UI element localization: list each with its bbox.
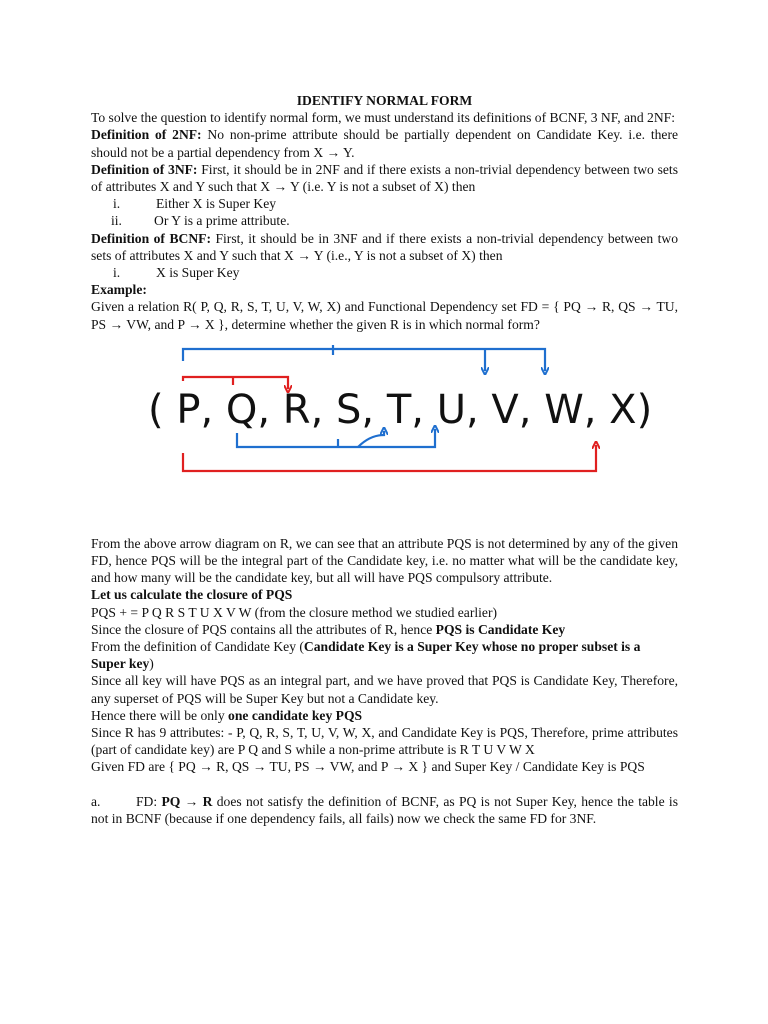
list-number: i. [113,265,121,281]
ck-post: ) [149,656,154,672]
ck-pre: From the definition of Candidate Key ( [91,639,304,655]
definition-3nf-text: First, it should be in 2NF and if there exists a non-trivial dependency between two sets of attributes X and Y such that X → Y (i.e. Y is not a subset of X) then [91,161,678,195]
only-one-bold: one candidate key PQS [228,707,363,723]
item-a-post: does not satisfy the definition of BCNF, as PQ is not Super Key, hence the table is not in BCNF (because if one dependency fails, all fails) now we check the same FD for 3NF. [91,793,679,826]
item-a-bold: PQ → R [161,793,213,809]
list-number: i. [113,196,121,212]
list-item [91,264,678,281]
example-heading: Example: [91,282,147,298]
fd-p-x-arrow [183,445,596,471]
only-one-pre: Hence there will be only [91,707,229,723]
superset-paragraph: Since all key will have PQS as an integral part, and we have proved that PQS is Candidate Key, Therefore, any superset of PQS will be Super Key but not a Candidate key. [91,673,678,706]
document-page [91,92,678,827]
definition-2nf-text: No non-prime attribute should be partially dependent on Candidate Key. i.e. there should not be a partial dependency from X → Y. [91,127,679,160]
attributes-paragraph: Since R has 9 attributes: - P, Q, R, S, T, U, V, W, X, and Candidate Key is PQS, Therefore, prime attributes (part of candidate key) are P Q and S while a non-prime attribute is R T U V W X [91,725,678,758]
list-text: X is Super Key [156,265,240,281]
fd-ps-vw-arrow [183,345,545,371]
closure-line: PQS + = P Q R S T U X V W (from the closure method we studied earlier) [91,604,497,620]
definition-3nf [91,161,678,195]
list-text: Or Y is a prime attribute. [154,213,290,229]
page-title: IDENTIFY NORMAL FORM [296,93,473,108]
candidate-key-definition [91,638,678,672]
intro-paragraph: To solve the question to identify normal form, we must understand its definitions of BCNF, 3 NF, and 2NF: [91,110,675,126]
list-text: Either X is Super Key [156,196,277,212]
definition-bcnf-label: Definition of BCNF: [91,230,211,246]
list-item [91,212,678,229]
item-a-pre: FD: [136,793,162,809]
dependency-diagram [91,341,678,529]
item-a-paragraph [91,793,678,827]
example-text: Given a relation R( P, Q, R, S, T, U, V, W, X) and Functional Dependency set FD = { PQ → R, QS → TU, PS → VW, and P → X }, determine whether the given R is in which normal form? [91,299,678,332]
list-number: ii. [111,213,122,229]
definition-bcnf [91,230,678,264]
definition-2nf-label: Definition of 2NF: [91,127,202,143]
since-bold: PQS is Candidate Key [435,621,566,637]
relation-text: ( P, Q, R, S, T, U, V, W, X) [148,386,653,433]
given-fd-paragraph: Given FD are { PQ → R, QS → TU, PS → VW, and P → X } and Super Key / Candidate Key is PQS [91,759,645,775]
definition-bcnf-text: First, it should be in 3NF and if there exists a non-trivial dependency between two sets of attributes X and Y such that X → Y (i.e., Y is not a subset of X) then [91,230,679,263]
closure-heading: Let us calculate the closure of PQS [91,587,293,603]
item-a-label: a. [91,793,101,809]
analysis-paragraph: From the above arrow diagram on R, we can see that an attribute PQS is not determined by any of the given FD, hence PQS will be the integral part of the Candidate key, i.e. no matter what will be the candidate key, and how many will be the candidate key, but all will have PQS compulsory attribute. [91,535,678,586]
only-one-line [91,707,678,724]
dependency-arrows-svg [0,341,768,529]
since-line [91,621,678,638]
list-item [91,195,678,212]
ck-bold: Candidate Key is a Super Key whose no proper subset is a Super key [91,639,641,672]
since-text: Since the closure of PQS contains all the attributes of R, hence [91,621,436,637]
definition-3nf-label: Definition of 3NF: [91,161,198,177]
definition-2nf [91,126,678,160]
